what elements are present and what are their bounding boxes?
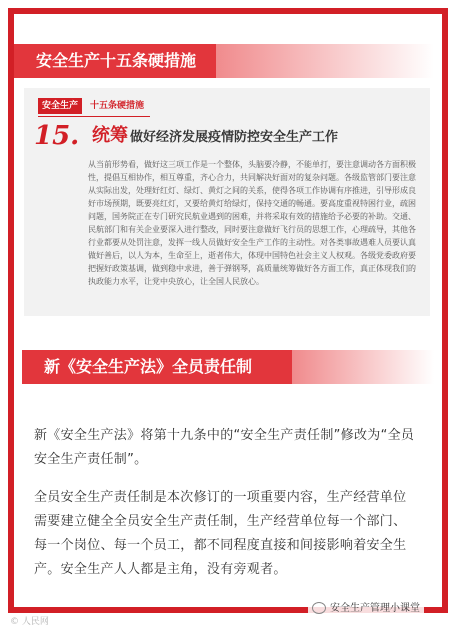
section-banner-tail [214, 44, 434, 78]
paragraph: 新《安全生产法》将第十九条中的“安全生产责任制”修改为“全员安全生产责任制”。 [34, 428, 415, 467]
card-headline-highlight: 统筹 [92, 125, 128, 146]
card-headline-text: 做好经济发展疫情防控安全生产工作 [130, 130, 339, 145]
wechat-account-name: 安全生产管理小课堂 [330, 603, 420, 614]
infographic-card [24, 88, 430, 316]
paragraph: 全员安全生产责任制是本次修订的一项重要内容，生产经营单位需要建立健全全员安全生产责任制，生产经营单位每一个部门、每一个岗位、每一个员工，都不同程度直接和间接影响着安全生产。安全生产人人都是主角，没有旁观者。 [34, 490, 407, 577]
source-watermark: © 人民网 [10, 617, 49, 627]
card-body-text: 从当前形势看，做好这三项工作是一个整体，头脑要冷静，不能单打，要注意调动各方面积极性，提倡互相协作，相互尊重，齐心合力，共同解决好面对的复杂问题。各级监管部门要注意从实际出发，处理好红灯、绿灯、黄灯之间的关系，使得各项工作协调有序推进，引导形成良好市场预期，既要亮红灯，又要给黄灯给绿灯，保持交通的畅通。要高度重视特困行业，疏困问题，国务院正在专门研究民航业遇到的困难，并将采取有效的措施给予必要的补助。交通、民航部门和有关企业要深入进行整改，同时要注意做好飞行员的思想工作，心理疏导，其他各行业都要从处罚注意，发挥一线人员做好安全生产工作的主动性。对各类事故遇难人员要认真做好善后，以人为本，生命至上，逝者伟大，体现中国特色社会主义人权观。各级党委政府要把握好政策基调，做到稳中求进，善于弹钢琴，高质量统筹做好各方面工作，真正体现我们的执政能力水平，让党中央放心，让全国人民放心。 [88, 160, 416, 286]
card-tag: 安全生产 [38, 98, 82, 114]
card-number: 15. [34, 121, 80, 151]
wechat-account-badge[interactable] [308, 600, 424, 618]
card-tag-subtitle: 十五条硬措施 [90, 101, 145, 111]
card-headline [34, 120, 426, 152]
section-title: 新《安全生产法》全员责任制 [22, 350, 292, 384]
section-banner-tail [292, 350, 434, 384]
tag-underline [38, 116, 150, 117]
wechat-icon [312, 602, 326, 614]
section-title: 安全生产十五条硬措施 [14, 44, 216, 78]
card-tag-row [38, 98, 238, 114]
